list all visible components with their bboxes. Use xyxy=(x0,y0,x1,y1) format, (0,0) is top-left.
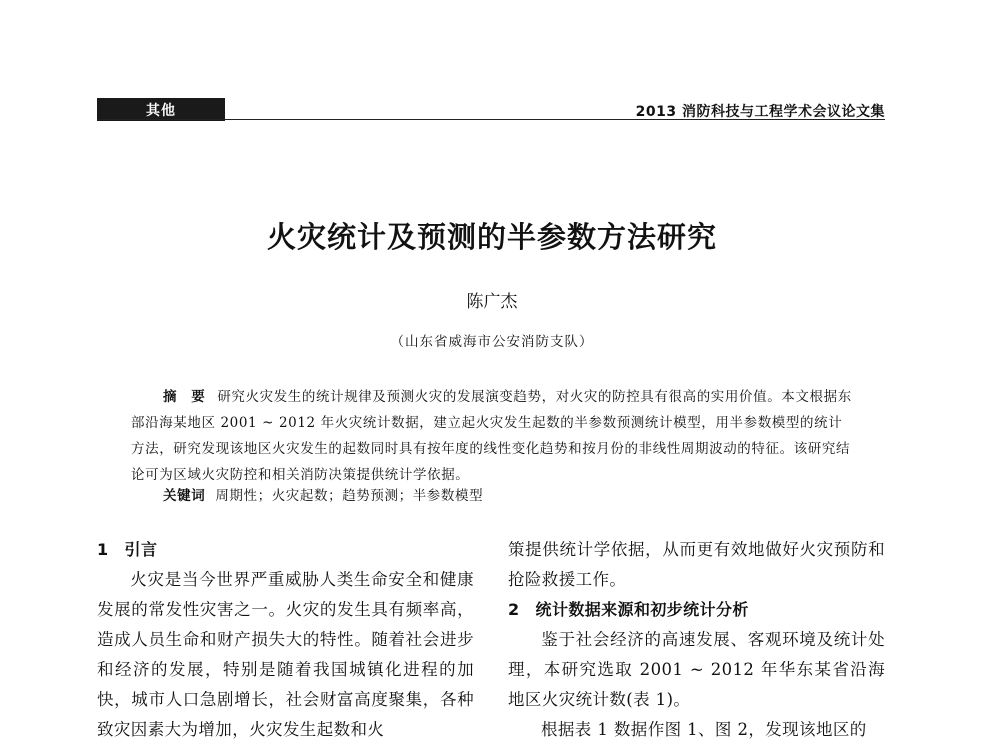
keywords-text: 周期性；火灾起数；趋势预测；半参数模型 xyxy=(215,488,484,504)
right-column xyxy=(508,535,885,745)
abstract-text: 研究火灾发生的统计规律及预测火灾的发展演变趋势，对火灾的防控具有很高的实用价值。本文根据东部沿海某地区 2001 ~ 2012 年火灾统计数据，建立起火灾发生起数的半参数预测统计模型，用半参数模型的统计方法，研究发现该地区火灾发生的起数同时具有按年度的线性变化趋势和按月份的非线性周期波动的特征。该研究结论可为区域火灾防控和相关消防决策提供统计学依据。 xyxy=(131,389,852,483)
section-1-text: 火灾是当今世界严重威胁人类生命安全和健康发展的常发性灾害之一。火灾的发生具有频率高，造成人员生命和财产损失大的特性。随着社会进步和经济的发展，特别是随着我国城镇化进程的加快，城市人口急剧增长，社会财富高度聚集，各种致灾因素大为增加，火灾发生起数和火 xyxy=(97,570,474,739)
author-affiliation: （山东省威海市公安消防支队） xyxy=(390,334,594,350)
section-2-heading xyxy=(508,595,885,625)
keywords-label: 关键词 xyxy=(163,488,206,504)
section-2-paragraph-1 xyxy=(508,625,885,715)
header-rule xyxy=(97,119,885,120)
section-1-heading xyxy=(97,535,474,565)
section-2-title: 统计数据来源和初步统计分析 xyxy=(535,600,749,619)
section-2-paragraph-2 xyxy=(508,715,885,745)
abstract-label: 摘 要 xyxy=(163,389,206,405)
section-1-title: 引言 xyxy=(124,540,158,559)
continued-paragraph: 策提供统计学依据，从而更有效地做好火灾预防和抢险救援工作。 xyxy=(508,540,885,589)
paper-title: 火灾统计及预测的半参数方法研究 xyxy=(266,220,717,254)
section-2-text-2: 根据表 1 数据作图 1、图 2，发现该地区的 xyxy=(541,720,867,739)
section-1-number: 1 xyxy=(97,540,109,559)
section-2-text-1: 鉴于社会经济的高速发展、客观环境及统计处理，本研究选取 2001 ~ 2012 年华东某省沿海地区火灾统计数(表 1)。 xyxy=(508,630,885,709)
abstract xyxy=(131,384,856,488)
section-tag: 其他 xyxy=(97,98,225,121)
paper-author: 陈广杰 xyxy=(466,292,518,312)
proceedings-title: 2013 消防科技与工程学术会议论文集 xyxy=(635,104,885,120)
keywords xyxy=(163,484,483,504)
left-column xyxy=(97,535,474,745)
section-2-number: 2 xyxy=(508,600,520,619)
section-1-paragraph xyxy=(97,565,474,745)
